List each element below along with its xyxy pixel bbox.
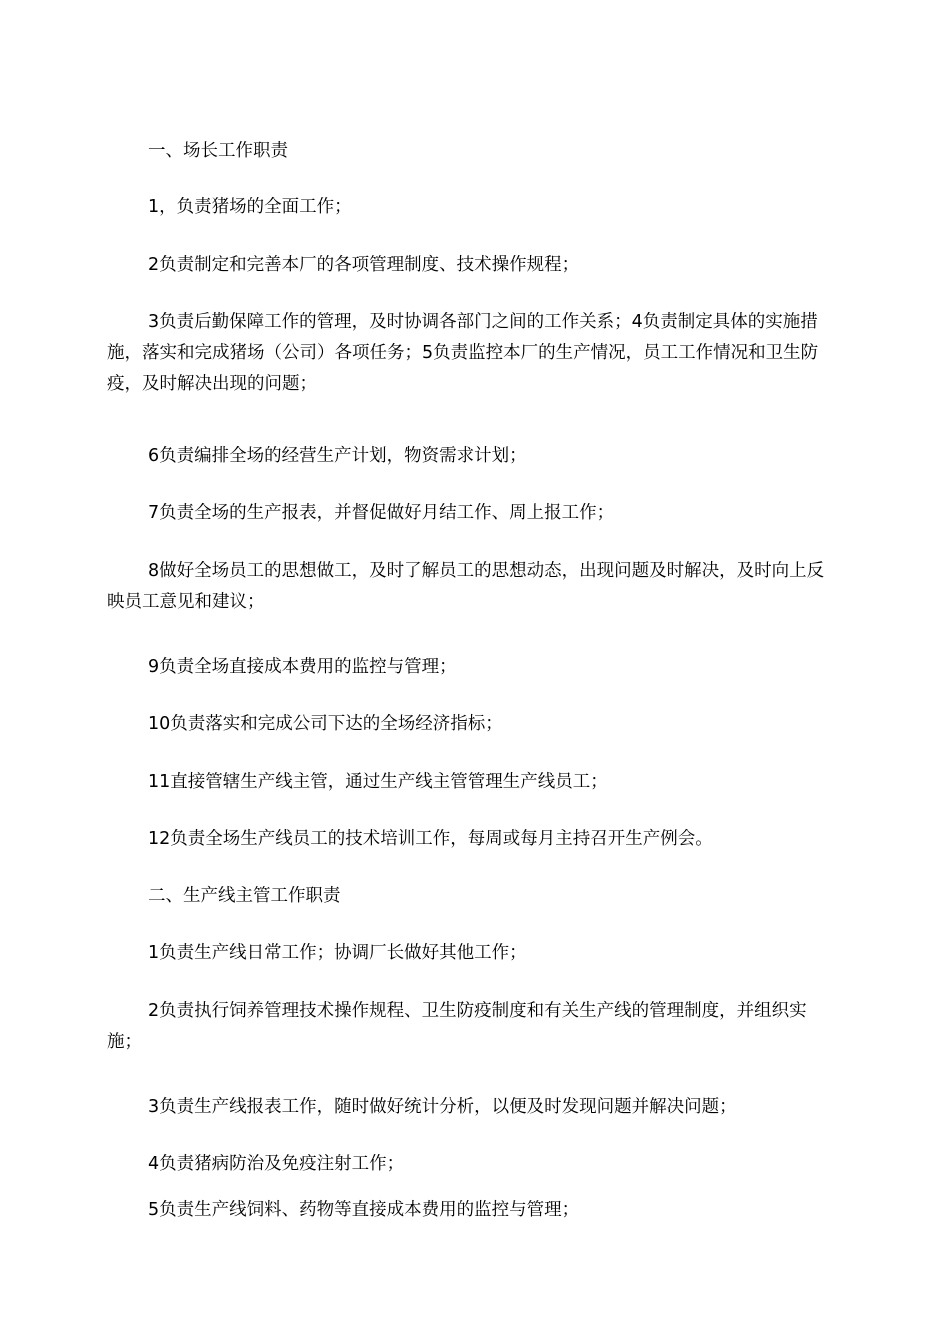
section-heading-2: 二、生产线主管工作职责 bbox=[148, 886, 341, 906]
paragraph-1-3: 3负责后勤保障工作的管理，及时协调各部门之间的工作关系；4负责制定具体的实施措施，落实和完成猪场（公司）各项任务；5负责监控本厂的生产情况，员工工作情况和卫生防疫，及时解决出现的问题； bbox=[107, 312, 819, 394]
paragraph-2-4: 4负责猪病防治及免疫注射工作； bbox=[148, 1154, 405, 1174]
paragraph-1-2: 2负责制定和完善本厂的各项管理制度、技术操作规程； bbox=[148, 255, 580, 275]
paragraph-2-1: 1负责生产线日常工作；协调厂长做好其他工作； bbox=[148, 943, 527, 963]
section-heading-1: 一、场长工作职责 bbox=[148, 141, 288, 161]
paragraph-1-11: 11直接管辖生产线主管，通过生产线主管管理生产线员工； bbox=[148, 772, 608, 792]
paragraph-1-9: 9负责全场直接成本费用的监控与管理； bbox=[148, 657, 457, 677]
paragraph-1-8: 8做好全场员工的思想做工，及时了解员工的思想动态，出现问题及时解决，及时向上反映员工意见和建议； bbox=[107, 561, 825, 612]
paragraph-2-3: 3负责生产线报表工作，随时做好统计分析，以便及时发现问题并解决问题； bbox=[148, 1097, 737, 1117]
paragraph-2-5: 5负责生产线饲料、药物等直接成本费用的监控与管理； bbox=[148, 1200, 580, 1220]
paragraph-1-1: 1，负责猪场的全面工作； bbox=[148, 197, 352, 217]
paragraph-2-2: 2负责执行饲养管理技术操作规程、卫生防疫制度和有关生产线的管理制度，并组织实施； bbox=[107, 1001, 807, 1052]
paragraph-1-6: 6负责编排全场的经营生产计划，物资需求计划； bbox=[148, 446, 527, 466]
paragraph-1-7: 7负责全场的生产报表，并督促做好月结工作、周上报工作； bbox=[148, 503, 615, 523]
paragraph-1-12: 12负责全场生产线员工的技术培训工作，每周或每月主持召开生产例会。 bbox=[148, 829, 713, 849]
paragraph-1-10: 10负责落实和完成公司下达的全场经济指标； bbox=[148, 714, 503, 734]
